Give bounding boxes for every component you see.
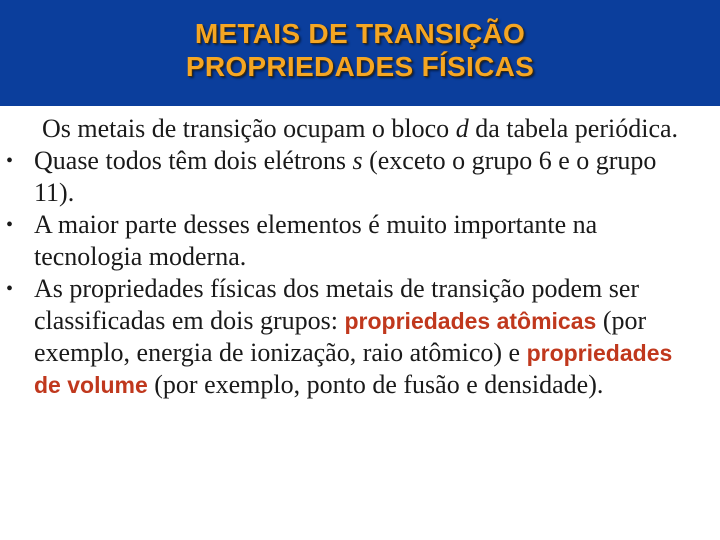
bullet-item-electrons bbox=[0, 145, 702, 209]
bullet-item-properties bbox=[0, 273, 702, 401]
slide-body bbox=[0, 113, 720, 401]
bullet-list bbox=[0, 145, 720, 401]
bullet-3-text-3: (por exemplo, ponto de fusão e densidade). bbox=[147, 370, 604, 399]
title-banner bbox=[0, 0, 720, 106]
intro-text-1: Os metais de transição ocupam o bloco bbox=[41, 114, 456, 143]
bullet-1-text-2: (exceto o grupo 6 e o grupo 11). bbox=[34, 146, 657, 207]
intro-paragraph bbox=[34, 113, 686, 145]
bullet-icon: • bbox=[6, 150, 14, 172]
highlight-volume-properties: propriedades de volume bbox=[34, 340, 673, 398]
bullet-icon: • bbox=[6, 278, 14, 300]
bullet-3-text-1: As propriedades físicas dos metais de transição podem ser classificadas em dois grupos: bbox=[34, 274, 640, 335]
bullet-2-text: A maior parte desses elementos é muito importante na tecnologia moderna. bbox=[34, 210, 598, 271]
intro-italic-d: d bbox=[455, 114, 469, 143]
intro-text-2: da tabela periódica. bbox=[468, 114, 679, 143]
slide-title: METAIS DE TRANSIÇÃO bbox=[194, 18, 526, 49]
bullet-1-italic-s: s bbox=[352, 146, 363, 175]
slide-subtitle: PROPRIEDADES FÍSICAS bbox=[185, 51, 535, 82]
bullet-3-text-2: (por exemplo, energia de ionização, raio atômico) e bbox=[34, 306, 647, 367]
bullet-1-text-1: Quase todos têm dois elétrons bbox=[34, 146, 353, 175]
highlight-atomic-properties: propriedades atômicas bbox=[344, 308, 597, 334]
bullet-item-technology bbox=[0, 209, 702, 273]
bullet-icon: • bbox=[6, 214, 14, 236]
